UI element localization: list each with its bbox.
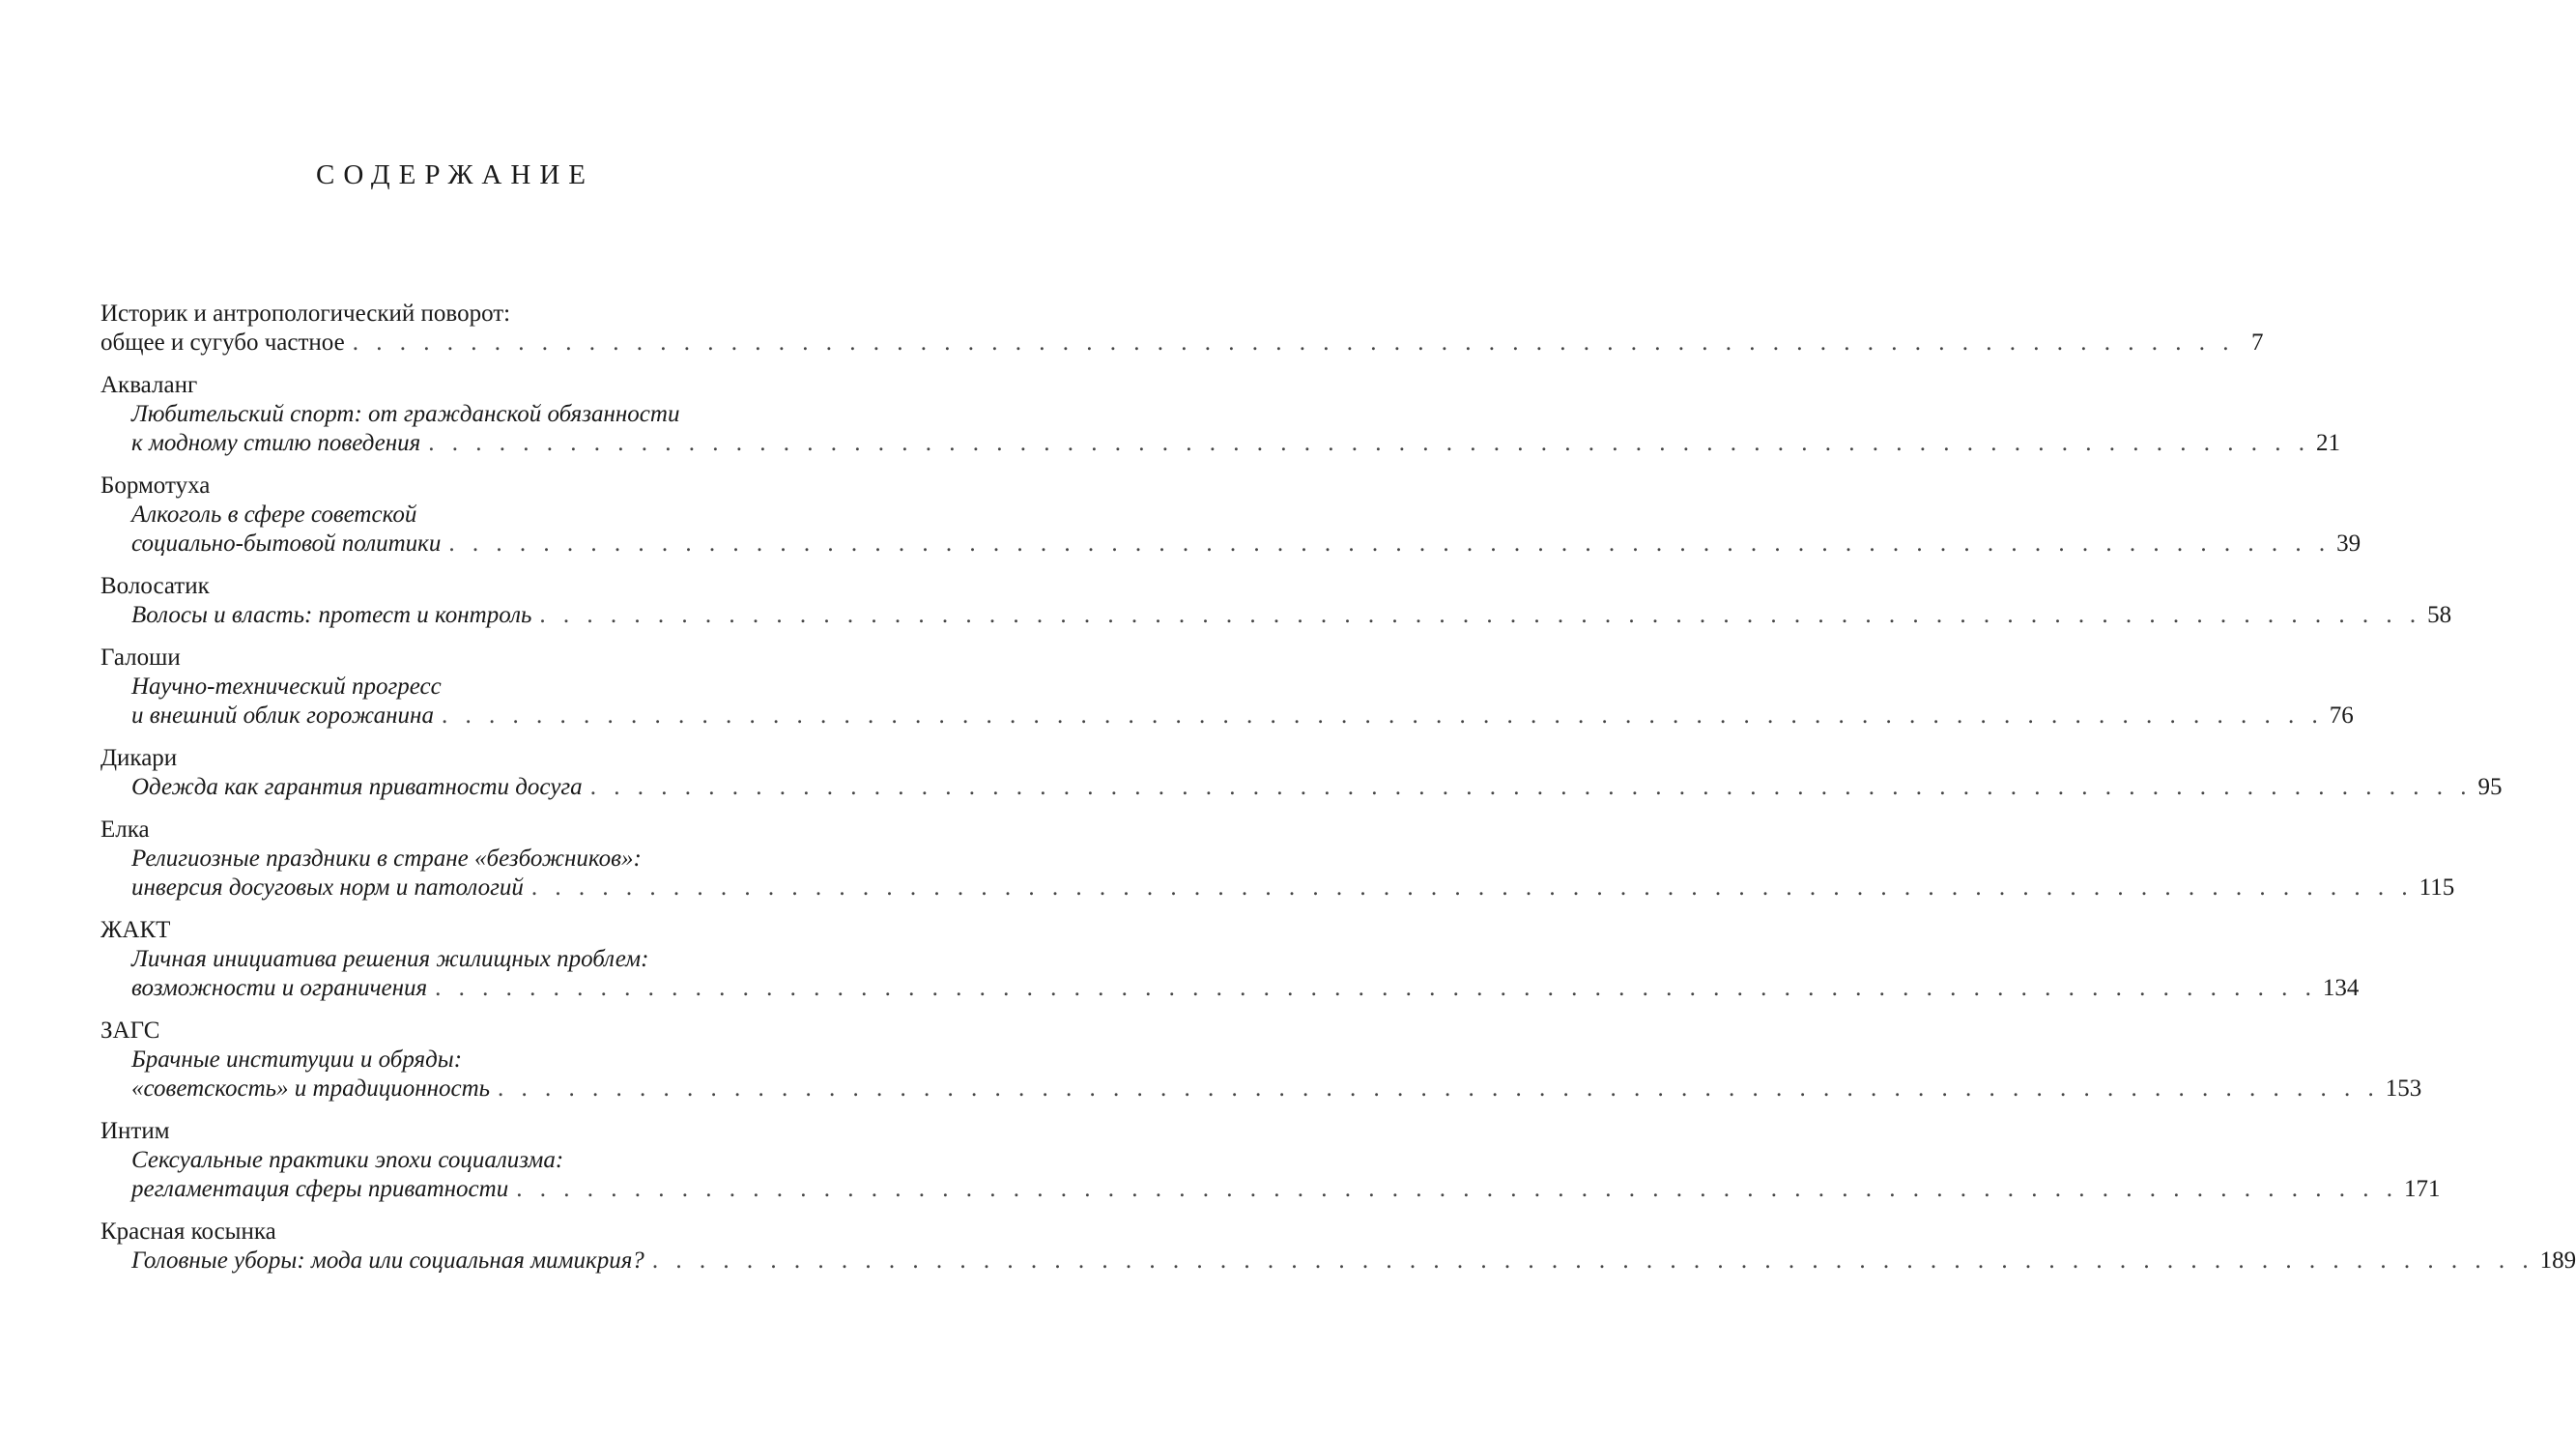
dot-leader: . . . . . . . . . . . . . . . . . . . . . . . . . . . . . . . . . . . . . . . . . . . . . . . . . . . . . . . . . . . . . . . . . . . . . . . . . . . . . . . .	[441, 702, 2324, 729]
toc-entry-line-with-page	[100, 329, 2264, 358]
page-number: 7	[2250, 330, 2264, 356]
toc-entry-subtitle: регламентация сферы приватности	[131, 1176, 509, 1202]
toc-entry-heading: Дикари	[100, 745, 178, 771]
dot-leader: . . . . . . . . . . . . . . . . . . . . . . . . . . . . . . . . . . . . . . . . . . . . . . . . . . . . . . . . . . . . . . . . . . . . . . . . . . . . . . . .	[435, 975, 2317, 1001]
page-number: 115	[2419, 874, 2455, 901]
toc-entry	[100, 916, 2360, 1003]
toc-entry-subtitle: Брачные институции и обряды:	[131, 1046, 463, 1073]
dot-leader: . . . . . . . . . . . . . . . . . . . . . . . . . . . . . . . . . . . . . . . . . . . . . . . . . . . . . . . . . . . . . . . . . . . . . . . . . . . . . . . .	[428, 430, 2311, 456]
dot-leader: . . . . . . . . . . . . . . . . . . . . . . . . . . . . . . . . . . . . . . . . . . . . . . . . . . . . . . . . . . . . . . . . . . . . . . . . . . . . . . . .	[539, 602, 2422, 628]
toc-entry-line-with-page	[100, 601, 2452, 630]
toc-entry-subtitle: инверсия досуговых норм и патологий	[131, 874, 524, 901]
toc-entry-subtitle: Головные уборы: мода или социальная мимикрия?	[131, 1247, 644, 1274]
page-number: 134	[2322, 975, 2360, 1001]
toc-entry	[100, 816, 2455, 903]
toc-entry-subtitle: возможности и ограничения	[131, 975, 428, 1001]
toc-entry	[100, 744, 2503, 802]
page-number: 21	[2316, 430, 2341, 456]
toc-entry-line-with-page	[100, 773, 2503, 802]
toc-entry-heading: Красная косынка	[100, 1218, 276, 1245]
table-of-contents	[100, 300, 2576, 1289]
toc-entry-line-with-page	[100, 429, 2341, 458]
toc-entry-heading: ЖАКТ	[100, 917, 171, 943]
toc-entry	[100, 644, 2354, 731]
dot-leader: . . . . . . . . . . . . . . . . . . . . . . . . . . . . . . . . . . . . . . . . . . . . . . . . . . . . . . . . . . . . . . . . . . . . . . . . . . . . . . . .	[448, 530, 2332, 557]
toc-entry-heading: Волосатик	[100, 573, 210, 599]
toc-entry-subtitle: Религиозные праздники в стране «безбожников»:	[131, 845, 642, 872]
toc-entry-heading: ЗАГС	[100, 1017, 160, 1044]
toc-entry-subtitle: Научно-технический прогресс	[131, 674, 442, 700]
dot-leader: . . . . . . . . . . . . . . . . . . . . . . . . . . . . . . . . . . . . . . . . . . . . . . . . . . . . . . . . . . . . . . . . . . . . . . . . . . . . . . . .	[498, 1075, 2380, 1102]
toc-entry-subtitle: Волосы и власть: протест и контроль	[131, 602, 532, 628]
toc-entry-subtitle: Любительский спорт: от гражданской обязанности	[131, 401, 680, 427]
dot-leader: . . . . . . . . . . . . . . . . . . . . . . . . . . . . . . . . . . . . . . . . . . . . . . . . . . . . . . . . . . . . . . . . . . . . . . . . . . . . . . . .	[516, 1176, 2398, 1202]
dot-leader: . . . . . . . . . . . . . . . . . . . . . . . . . . . . . . . . . . . . . . . . . . . . . . . . . . . . . . . . . . . . . . . . . . . . . . . . . . . . . . . .	[352, 330, 2235, 356]
toc-entry-heading: Интим	[100, 1118, 170, 1144]
toc-entry	[100, 1218, 2576, 1275]
toc-entry-subtitle: Одежда как гарантия приватности досуга	[131, 774, 583, 800]
toc-entry-subtitle: «советскость» и традиционность	[131, 1075, 491, 1102]
toc-entry	[100, 1117, 2441, 1204]
toc-entry	[100, 371, 2341, 458]
page-number: 95	[2477, 774, 2503, 800]
toc-entry-line-with-page	[100, 974, 2360, 1003]
toc-entry-heading: Галоши	[100, 645, 181, 671]
toc-entry-subtitle: Алкоголь в сфере советской	[131, 502, 417, 528]
toc-entry-line-with-page	[100, 1175, 2441, 1204]
dot-leader: . . . . . . . . . . . . . . . . . . . . . . . . . . . . . . . . . . . . . . . . . . . . . . . . . . . . . . . . . . . . . . . . . . . . . . . . . . . . . . . .	[589, 774, 2473, 800]
toc-entry-heading: Бормотуха	[100, 473, 211, 499]
page-title: СОДЕРЖАНИЕ	[316, 159, 594, 190]
toc-entry-line-with-page	[100, 1247, 2576, 1275]
page-number: 76	[2329, 702, 2354, 729]
toc-entry	[100, 1017, 2422, 1103]
toc-entry-line-with-page	[100, 702, 2354, 731]
toc-entry	[100, 300, 2264, 358]
page-number: 39	[2336, 530, 2361, 557]
page-number: 153	[2385, 1075, 2422, 1102]
toc-entry	[100, 472, 2361, 559]
toc-entry-subtitle: Сексуальные практики эпохи социализма:	[131, 1147, 564, 1173]
toc-entry-heading: Акваланг	[100, 372, 198, 398]
toc-entry-subtitle: и внешний облик горожанина	[131, 702, 434, 729]
toc-entry-line-with-page	[100, 874, 2455, 903]
toc-entry-line-with-page	[100, 1075, 2422, 1103]
toc-entry	[100, 572, 2452, 630]
toc-entry-subtitle: социально-бытовой политики	[131, 530, 442, 557]
toc-entry-heading: Историк и антропологический поворот:	[100, 301, 511, 327]
page-number: 171	[2403, 1176, 2441, 1202]
toc-entry-subtitle: общее и сугубо частное	[100, 330, 345, 356]
page-number: 58	[2427, 602, 2452, 628]
toc-entry-heading: Елка	[100, 817, 150, 843]
dot-leader: . . . . . . . . . . . . . . . . . . . . . . . . . . . . . . . . . . . . . . . . . . . . . . . . . . . . . . . . . . . . . . . . . . . . . . . . . . . . . . . .	[651, 1247, 2534, 1274]
dot-leader: . . . . . . . . . . . . . . . . . . . . . . . . . . . . . . . . . . . . . . . . . . . . . . . . . . . . . . . . . . . . . . . . . . . . . . . . . . . . . . . .	[530, 874, 2414, 901]
toc-entry-subtitle: Личная инициатива решения жилищных проблем:	[131, 946, 649, 972]
toc-entry-subtitle: к модному стилю поведения	[131, 430, 421, 456]
toc-entry-line-with-page	[100, 530, 2361, 559]
page-number: 189	[2539, 1247, 2576, 1274]
